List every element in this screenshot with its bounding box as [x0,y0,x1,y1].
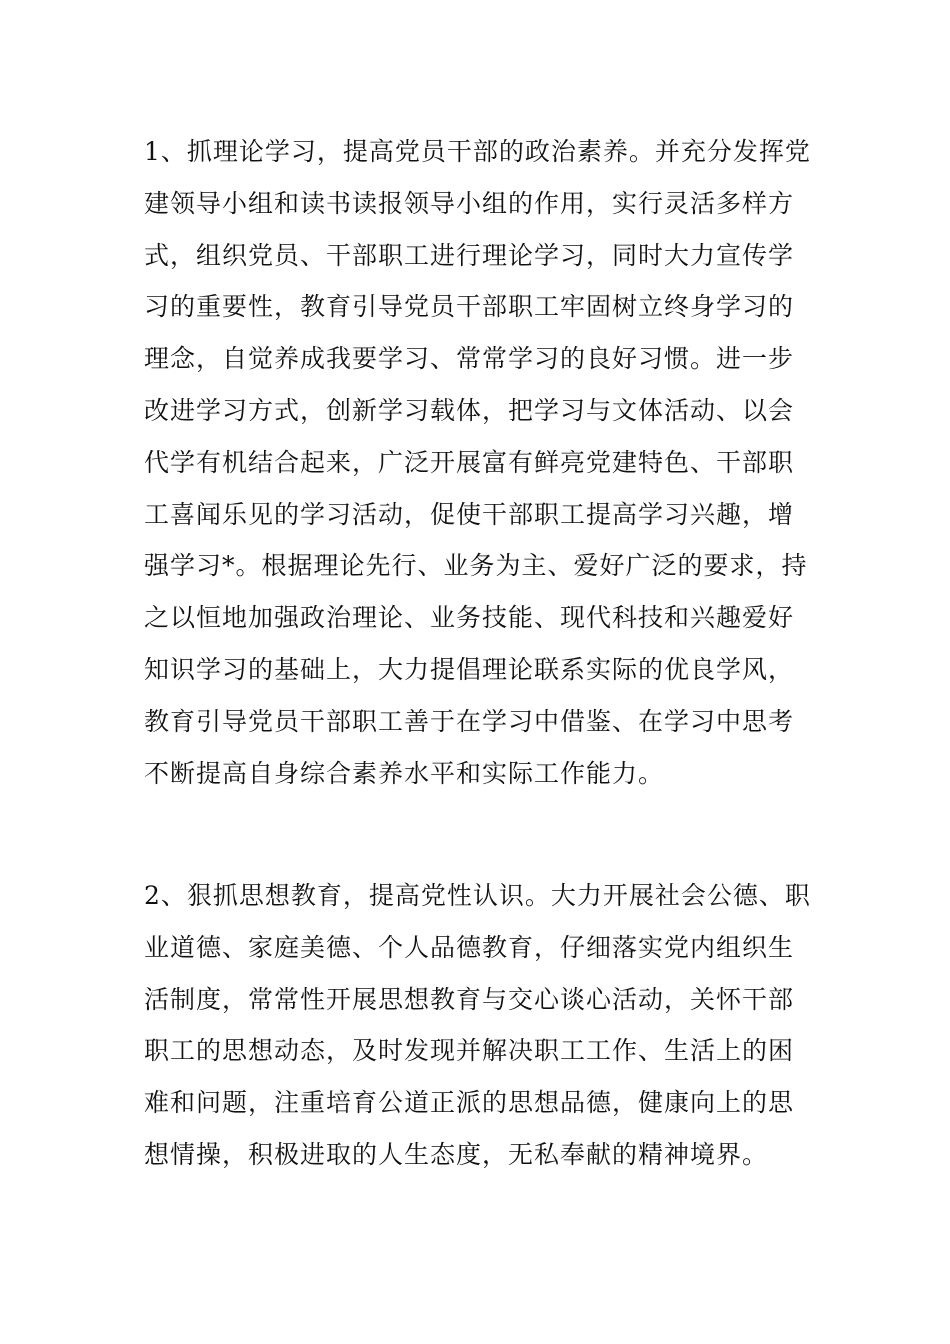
paragraph-line: 代学有机结合起来，广泛开展富有鲜亮党建特色、干部职 [144,447,795,477]
paragraph-line: 教育引导党员干部职工善于在学习中借鉴、在学习中思考 [144,706,795,736]
paragraph-line: 建领导小组和读书读报领导小组的作用，实行灵活多样方 [144,188,795,218]
paragraph-line: 2、狠抓思想教育，提高党性认识。大力开展社会公德、职 [144,881,811,910]
paragraph-theory-study [144,126,811,799]
paragraph-line: 习的重要性，教育引导党员干部职工牢固树立终身学习的 [144,292,795,322]
paragraph-line: 之以恒地加强政治理论、业务技能、现代科技和兴趣爱好 [144,603,795,633]
paragraph-line: 活制度，常常性开展思想教育与交心谈心活动，关怀干部 [144,984,795,1014]
paragraph-line: 工喜闻乐见的学习活动，促使干部职工提高学习兴趣，增 [144,499,795,529]
paragraph-line: 强学习*。根据理论先行、业务为主、爱好广泛的要求，持 [144,551,808,581]
paragraph-line: 难和问题，注重培育公道正派的思想品德，健康向上的思 [144,1088,795,1118]
paragraph-line: 改进学习方式，创新学习载体，把学习与文体活动、以会 [144,395,795,425]
paragraph-line: 理念，自觉养成我要学习、常常学习的良好习惯。进一步 [144,344,795,374]
paragraph-line: 职工的思想动态，及时发现并解决职工工作、生活上的困 [144,1036,795,1066]
paragraph-line: 想情操，积极进取的人生态度，无私奉献的精神境界。 [144,1139,769,1169]
paragraph-ideological-education [144,870,811,1181]
paragraph-line: 业道德、家庭美德、个人品德教育，仔细落实党内组织生 [144,932,795,962]
paragraph-line: 式，组织党员、干部职工进行理论学习，同时大力宣传学 [144,240,795,270]
paragraph-line: 知识学习的基础上，大力提倡理论联系实际的优良学风， [144,654,795,684]
paragraph-line: 不断提高自身综合素养水平和实际工作能力。 [144,758,665,788]
paragraph-line: 1、抓理论学习，提高党员干部的政治素养。并充分发挥党 [144,137,811,166]
